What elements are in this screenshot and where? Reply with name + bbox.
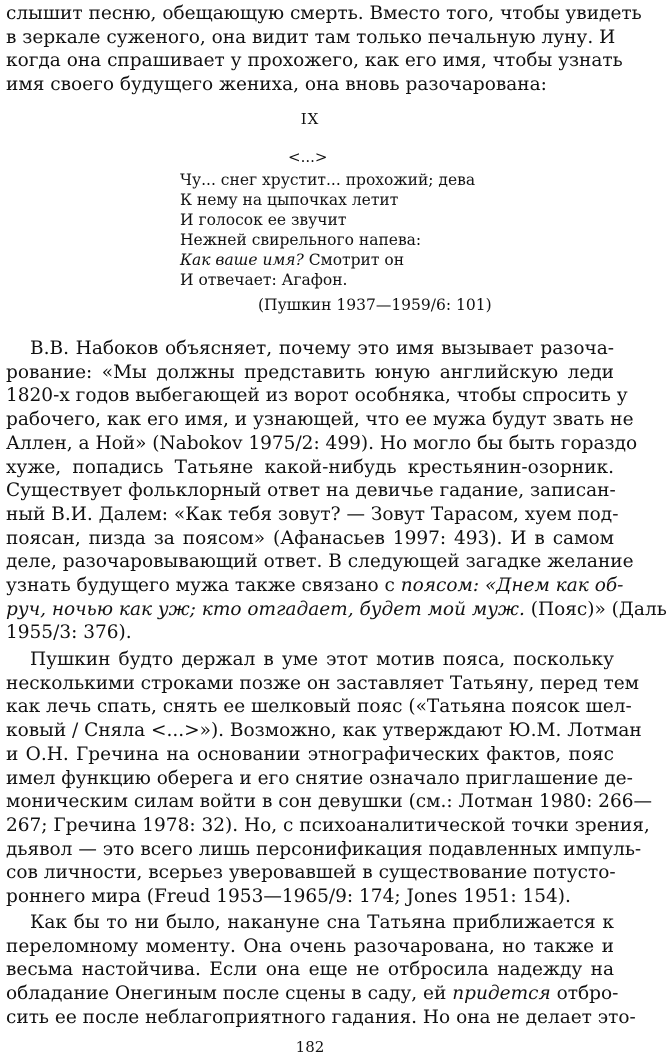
text-line <box>6 598 667 622</box>
text-line: дьявол — это всего лишь персонификация подавленных импуль- <box>6 838 642 860</box>
poem-line: К нему на цыпочках летит <box>180 191 399 209</box>
paragraph-1 <box>6 337 667 645</box>
text-line: весьма настойчива. Если она еще не отбросила надежду на <box>6 959 614 981</box>
text-line: в зеркале суженого, она видит там только печальную луну. И <box>6 26 616 48</box>
text-line: имя своего будущего жениха, она вновь разочарована: <box>6 74 547 96</box>
paragraph-2 <box>6 648 652 909</box>
text-segment: узнать будущего мужа также связано с <box>6 575 401 597</box>
text-line: Пушкин будто держал в уме этот мотив пояса, поскольку <box>30 649 614 670</box>
text-line: 267; Гречина 1978: 32). Но, с психоаналитической точки зрения, <box>6 814 650 836</box>
poem-line: Чу... снег хрустит... прохожий; дева <box>180 171 476 189</box>
poem-citation: (Пушкин 1937—1959/6: 101) <box>258 296 492 314</box>
poem-ellipsis: <...> <box>288 148 328 166</box>
text-line: слышит песню, обещающую смерть. Вместо того, чтобы увидеть <box>6 3 642 24</box>
text-line: и О.Н. Гречина на основании этнографических фактов, пояс <box>6 743 614 765</box>
text-line: Существует фольклорный ответ на девичье гадание, записан- <box>6 480 616 502</box>
text-line: деле, разочаровывающий ответ. В следующей загадке желание <box>6 551 634 573</box>
text-line: 1955/3: 376). <box>6 622 132 644</box>
text-line <box>6 574 624 598</box>
italic-segment: поясом: «Днем как об- <box>400 575 624 597</box>
text-line: сить ее после неблагоприятного гадания. Но она не делает это- <box>6 1006 636 1028</box>
poem-line: И отвечает: Агафон. <box>180 271 348 289</box>
poem-italic: Как ваше имя? <box>180 251 304 269</box>
poem-line <box>180 250 475 270</box>
page-number: 182 <box>295 1038 325 1056</box>
text-line: моническим силам войти в сон девушки (см.: Лотман 1980: 266— <box>6 791 652 813</box>
intro-paragraph <box>6 2 642 97</box>
italic-segment: придется <box>452 983 551 1005</box>
text-line: В.В. Набоков объясняет, почему это имя вызывает разоча- <box>30 338 614 359</box>
paragraph-3 <box>6 911 636 1030</box>
text-line: роннего мира (Freud 1953—1965/9: 174; Jones 1951: 154). <box>6 886 571 908</box>
text-line: переломному моменту. Она очень разочарована, но также и <box>6 935 614 957</box>
poem-line: И голосок ее звучит <box>180 211 347 229</box>
text-segment: (Пояс)» (Даль <box>524 598 667 620</box>
text-line: когда она спрашивает у прохожего, как его имя, чтобы узнать <box>6 50 623 72</box>
text-line: ный В.И. Далем: «Как тебя зовут? — Зовут Тарасом, хуем под- <box>6 503 619 525</box>
text-line: как лечь спать, снять ее шелковый пояс («Татьяна поясок шел- <box>6 696 632 718</box>
text-line: несколькими строками позже он заставляет Татьяну, перед тем <box>6 672 640 694</box>
text-line: рование: «Мы должны представить юную английскую леди <box>6 361 614 383</box>
text-line: Аллен, а Ной» (Nabokov 1975/2: 499). Но могло бы быть гораздо <box>6 432 638 454</box>
text-line: ковый / Сняла <...>»). Возможно, как утверждают Ю.М. Лотман <box>6 720 642 742</box>
poem-line: Нежней свирельного напева: <box>180 231 422 249</box>
text-line: имел функцию оберега и его снятие означало приглашение де- <box>6 767 633 789</box>
chapter-number: IX <box>300 110 320 128</box>
text-line: Как бы то ни было, накануне сна Татьяна приближается к <box>30 912 614 933</box>
text-line <box>6 982 619 1006</box>
poem-line-rest: Смотрит он <box>303 251 405 269</box>
text-line: рабочего, как его имя, и узнающей, что ее мужа будут звать не <box>6 409 634 431</box>
text-line: 1820-х годов выбегающей из ворот особняка, чтобы спросить у <box>6 385 628 407</box>
text-segment: отбро- <box>550 983 619 1005</box>
text-line: поясан, пизда за поясом» (Афанасьев 1997: 493). И в самом <box>6 527 614 549</box>
italic-segment: руч, ночью как уж; кто отгадает, будет мой муж. <box>6 598 525 620</box>
poem-quote <box>180 170 475 290</box>
text-line: сов личности, всерьез уверовавшей в существование потусто- <box>6 862 616 884</box>
text-line: хуже, попадись Татьяне какой-нибудь крестьянин-озорник. <box>6 456 614 478</box>
text-segment: обладание Онегиным после сцены в саду, ей <box>6 983 447 1005</box>
